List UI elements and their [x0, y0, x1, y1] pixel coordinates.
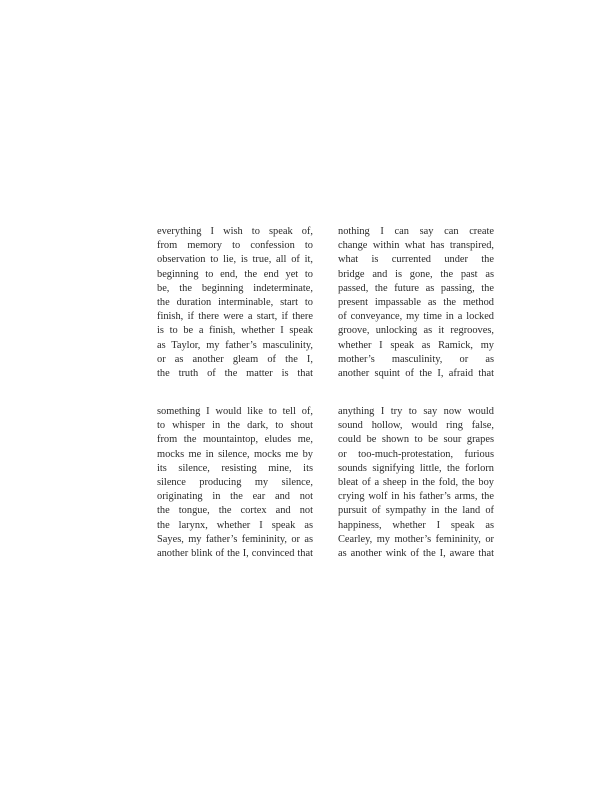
text-line: another squint of the I, afraid that: [338, 367, 494, 379]
text-line: from the mountaintop, eludes me,: [157, 434, 313, 446]
text-line: the truth of the matter is that: [157, 367, 313, 379]
text-line: anything I try to say now would: [338, 406, 494, 417]
text-line: groove, unlocking as it regrooves,: [338, 325, 494, 337]
text-line: nothing I can say can create: [338, 226, 494, 237]
text-line: present impassable as the method: [338, 296, 494, 308]
text-line: the duration interminable, start to: [157, 296, 313, 308]
text-line: the larynx, whether I speak as: [157, 519, 313, 531]
text-line: passed, the future as passing, the: [338, 282, 494, 294]
text-line: pursuit of sympathy in the land of: [338, 505, 494, 517]
text-line: is to be a finish, whether I speak: [157, 325, 313, 337]
text-line: its silence, resisting mine, its: [157, 462, 313, 474]
text-line: whether I speak as Ramick, my: [338, 339, 494, 351]
text-line: bridge and is gone, the past as: [338, 268, 494, 280]
text-line: another blink of the I, convinced that: [157, 547, 313, 559]
text-line: change within what has transpired,: [338, 240, 494, 252]
text-line: or as another gleam of the I,: [157, 353, 313, 365]
text-block-top-right: [338, 225, 494, 381]
text-line: beginning to end, the end yet to: [157, 268, 313, 280]
text-line: mocks me in silence, mocks me by: [157, 448, 313, 460]
text-line: Cearley, my mother’s femininity, or: [338, 533, 494, 545]
text-line: something I would like to tell of,: [157, 406, 313, 417]
text-line: mother’s masculinity, or as: [338, 353, 494, 365]
text-block-bottom-right: [338, 405, 494, 561]
text-line: of conveyance, my time in a locked: [338, 311, 494, 323]
text-line: sounds signifying little, the forlorn: [338, 462, 494, 474]
text-line: everything I wish to speak of,: [157, 226, 313, 237]
text-line: originating in the ear and not: [157, 491, 313, 503]
text-line: Sayes, my father’s femininity, or as: [157, 533, 313, 545]
text-line: from memory to confession to: [157, 240, 313, 252]
text-block-top-left: [157, 225, 313, 381]
text-line: the tongue, the cortex and not: [157, 505, 313, 517]
text-line: as another wink of the I, aware that: [338, 547, 494, 559]
text-line: what is currented under the: [338, 254, 494, 266]
text-line: as Taylor, my father’s masculinity,: [157, 339, 313, 351]
text-line: crying wolf in his father’s arms, the: [338, 491, 494, 503]
text-line: finish, if there were a start, if there: [157, 311, 313, 323]
text-line: could be shown to be sour grapes: [338, 434, 494, 446]
text-line: sound hollow, would ring false,: [338, 420, 494, 432]
text-line: or too-much-protestation, furious: [338, 448, 494, 460]
text-line: be, the beginning indeterminate,: [157, 282, 313, 294]
text-line: observation to lie, is true, all of it,: [157, 254, 313, 266]
text-line: happiness, whether I speak as: [338, 519, 494, 531]
text-line: bleat of a sheep in the fold, the boy: [338, 476, 494, 488]
text-block-bottom-left: [157, 405, 313, 561]
text-line: to whisper in the dark, to shout: [157, 420, 313, 432]
text-line: silence producing my silence,: [157, 476, 313, 488]
